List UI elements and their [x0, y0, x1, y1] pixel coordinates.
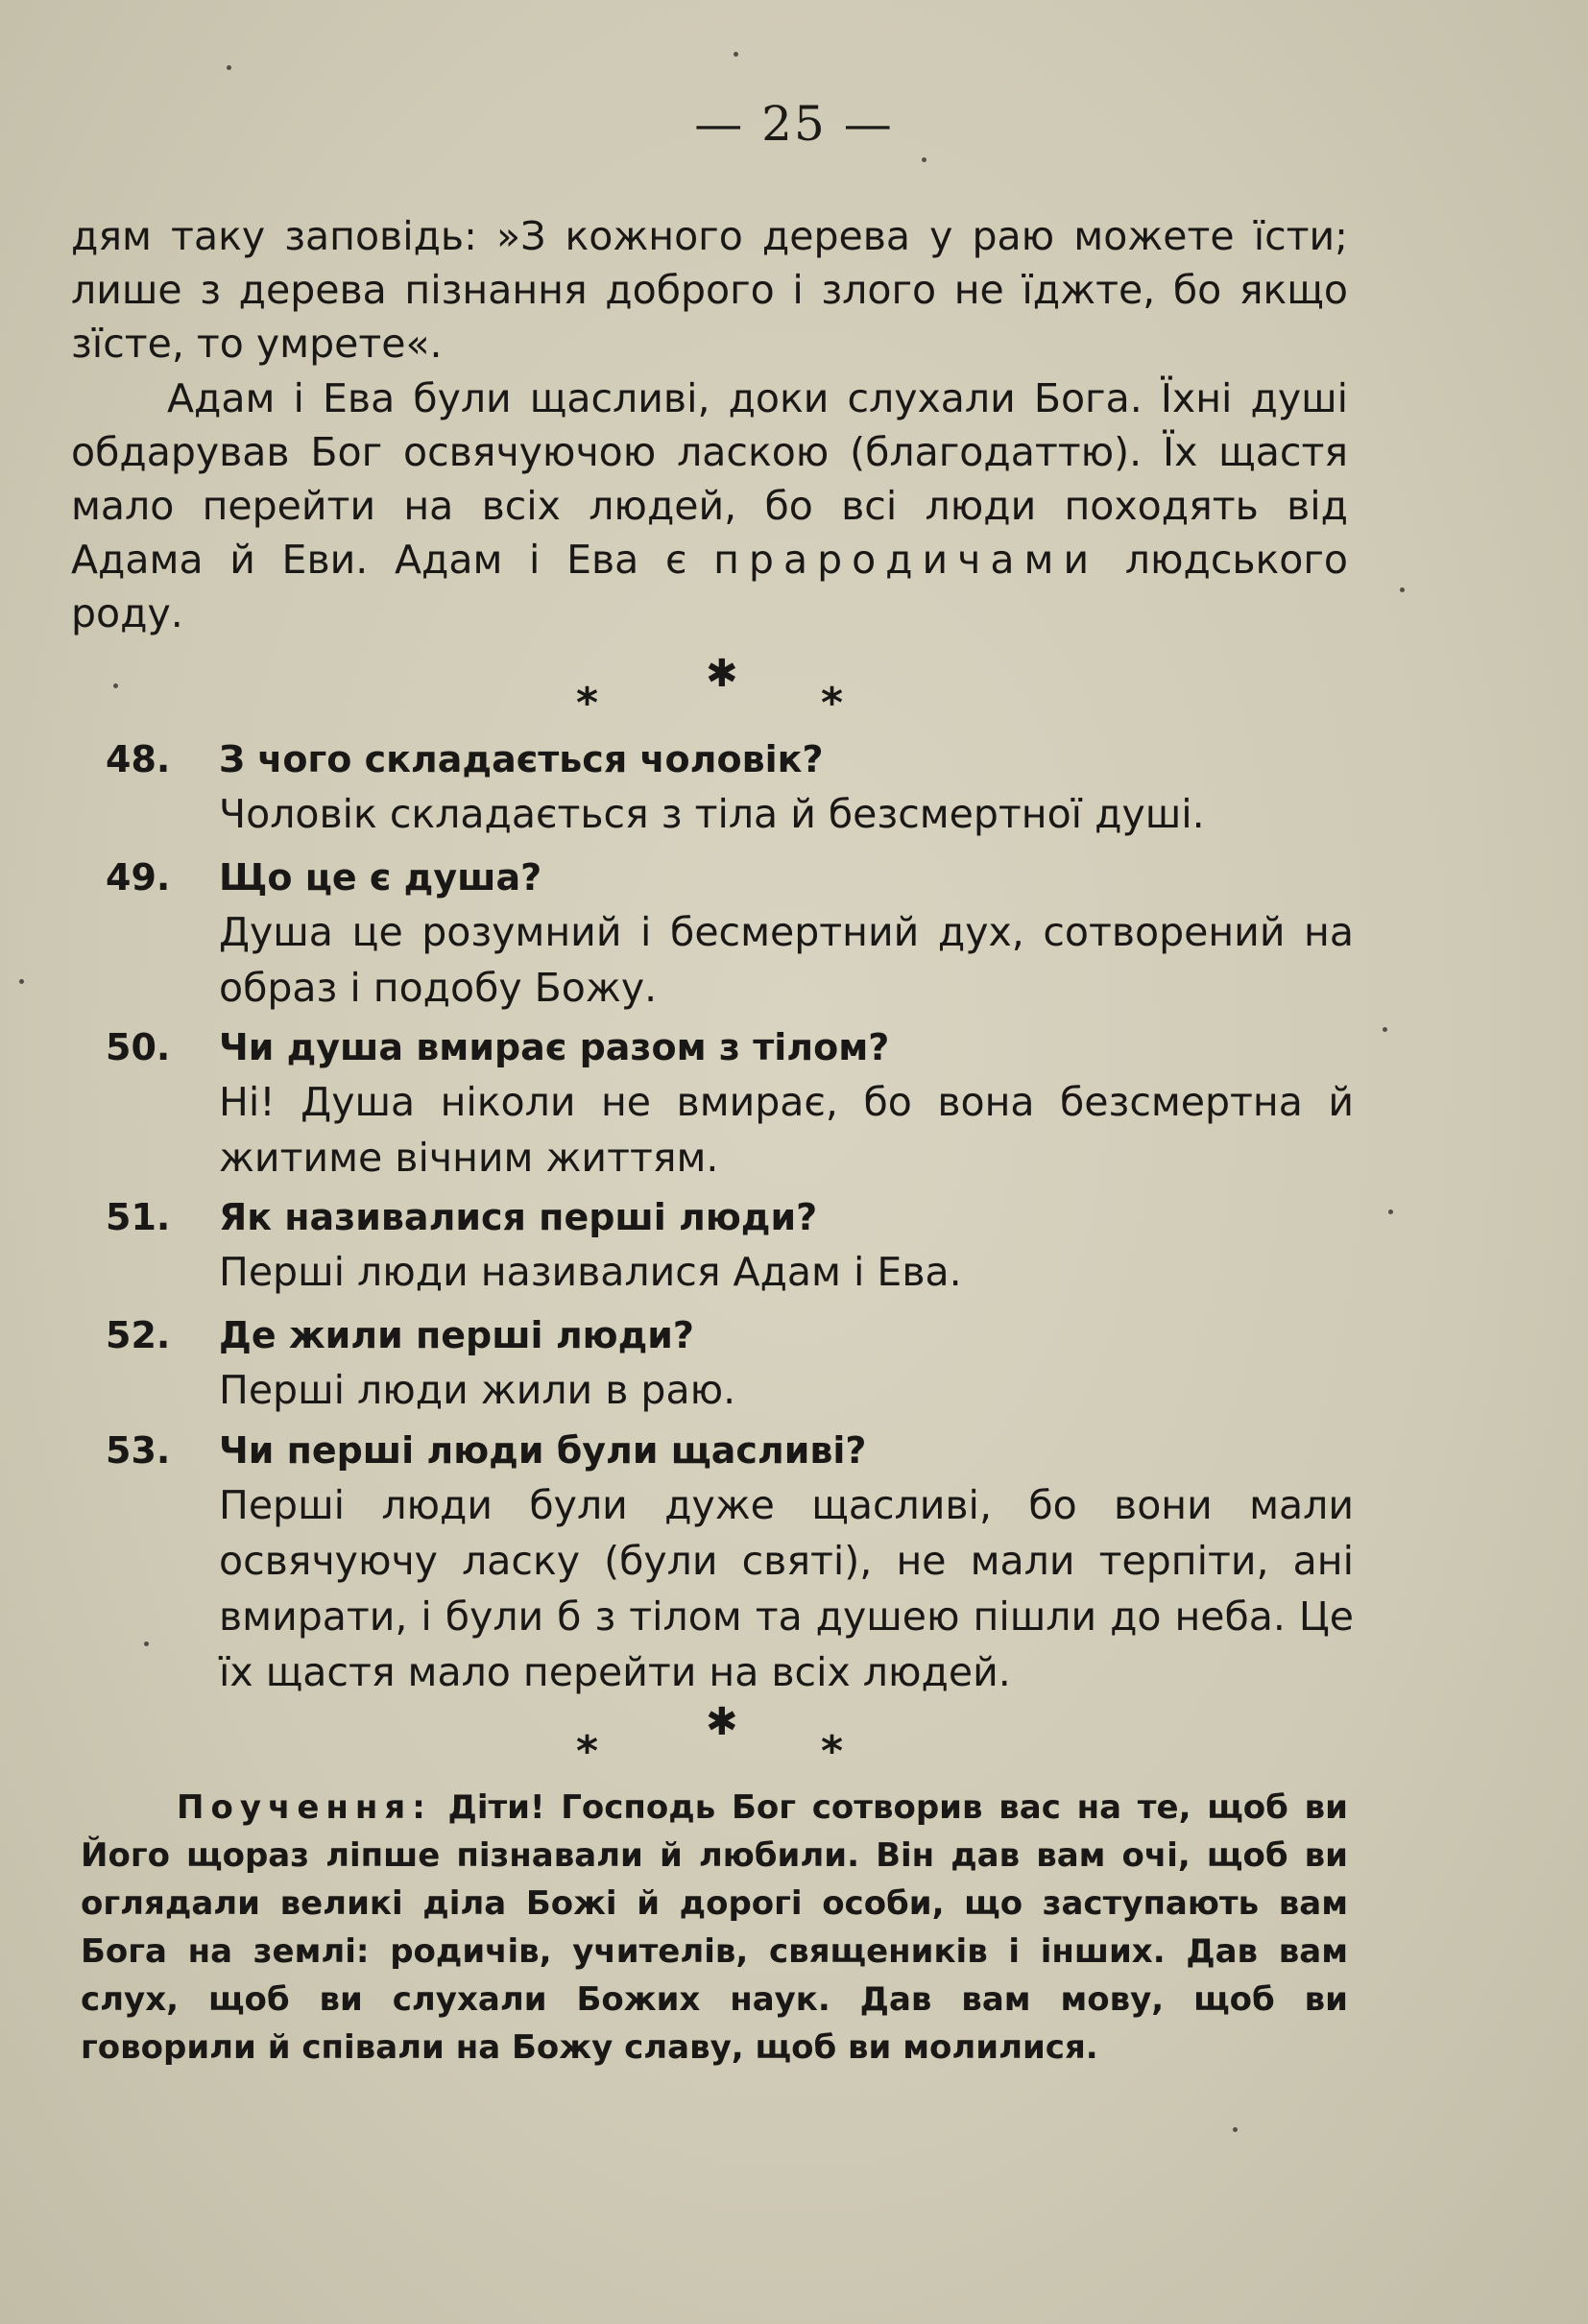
- emphasized-word: прародичами: [713, 537, 1099, 583]
- question-text: З чого складається чоловік?: [219, 738, 824, 780]
- separator-star-center: ✱: [706, 652, 738, 696]
- print-speck: [922, 157, 926, 162]
- qa-item: [106, 851, 1354, 1016]
- lesson-paragraph: [81, 1784, 1348, 2072]
- question-text: Що це є душа?: [219, 856, 542, 898]
- separator-star-center: ✱: [706, 1700, 738, 1744]
- question-number: 50.: [106, 1026, 171, 1068]
- lesson-text: Діти! Господь Бог сотворив вас на те, щоб ви Його щораз ліпше пізнавали й любили. Він дав вам очі, щоб ви оглядали великі діла Божі й дорогі особи, що заступають вам Бога на землі: родичів, учителів, священиків і інших. Дав вам слух, щоб ви слухали Божих наук. Дав вам мову, щоб ви говорили й співали на Божу славу, щоб ви молилися.: [81, 1788, 1348, 2067]
- paragraph-text-after: людського роду.: [71, 537, 1348, 636]
- print-speck: [113, 683, 118, 688]
- question-number: 53.: [106, 1429, 171, 1472]
- print-speck: [1233, 2127, 1238, 2132]
- page-number: — 25 —: [694, 96, 894, 152]
- separator-star-right: *: [821, 1727, 844, 1776]
- print-speck: [1388, 1210, 1393, 1214]
- answer-text: Чоловік складається з тіла й безсмертної душі.: [219, 791, 1205, 837]
- separator-star-left: *: [576, 679, 599, 728]
- qa-item: [106, 1308, 1354, 1418]
- answer-text: Перші люди були дуже щасливі, бо вони мали освячуючу ласку (були святі), не мали терпіти, ані вмирати, і були б з тілом та душею пішли до неба. Це їх щастя мало перейти на всіх людей.: [219, 1482, 1354, 1695]
- lesson-label: Поучення:: [177, 1788, 432, 1827]
- qa-item: [106, 1190, 1354, 1300]
- separator-star-right: *: [821, 679, 844, 728]
- question-text: Де жили перші люди?: [219, 1314, 694, 1356]
- paragraph-first-parents: [71, 371, 1348, 640]
- separator-star-left: *: [576, 1727, 599, 1776]
- print-speck: [1383, 1027, 1387, 1032]
- section-separator: [0, 1700, 1588, 1790]
- answer-text: Перші люди називалися Адам і Ева.: [219, 1249, 962, 1295]
- qa-item: [106, 1424, 1354, 1700]
- print-speck: [144, 1641, 149, 1646]
- question-text: Чи перші люди були щасливі?: [219, 1429, 867, 1472]
- print-speck: [1400, 587, 1405, 592]
- answer-text: Перші люди жили в раю.: [219, 1367, 736, 1413]
- question-number: 52.: [106, 1314, 171, 1356]
- question-number: 51.: [106, 1196, 171, 1238]
- paragraph-text-before: Адам і Ева були щасливі, доки слухали Бога. Їхні душі обдарував Бог освячуючою ласкою (благодаттю). Їх щастя мало перейти на всіх людей, бо всі люди походять від Адама й Еви. Адам і Ева є: [71, 375, 1348, 583]
- section-separator: [0, 652, 1588, 742]
- answer-text: Ні! Душа ніколи не вмирає, бо вона безсмертна й житиме вічним життям.: [219, 1079, 1354, 1181]
- question-number: 49.: [106, 856, 171, 898]
- question-text: Як називалися перші люди?: [219, 1196, 818, 1238]
- print-speck: [227, 65, 231, 70]
- print-speck: [734, 52, 738, 57]
- question-number: 48.: [106, 738, 171, 780]
- answer-text: Душа це розумний і бесмертний дух, сотворений на образ і подобу Божу.: [219, 909, 1354, 1011]
- qa-item: [106, 732, 1354, 842]
- question-text: Чи душа вмирає разом з тілом?: [219, 1026, 890, 1068]
- print-speck: [19, 979, 24, 984]
- qa-item: [106, 1020, 1354, 1186]
- paragraph-commandment: дям таку заповідь: »З кожного дерева у раю можете їсти; лише з дерева пізнання доброго і злого не їджте, бо якщо зїсте, то умрете«.: [71, 213, 1348, 367]
